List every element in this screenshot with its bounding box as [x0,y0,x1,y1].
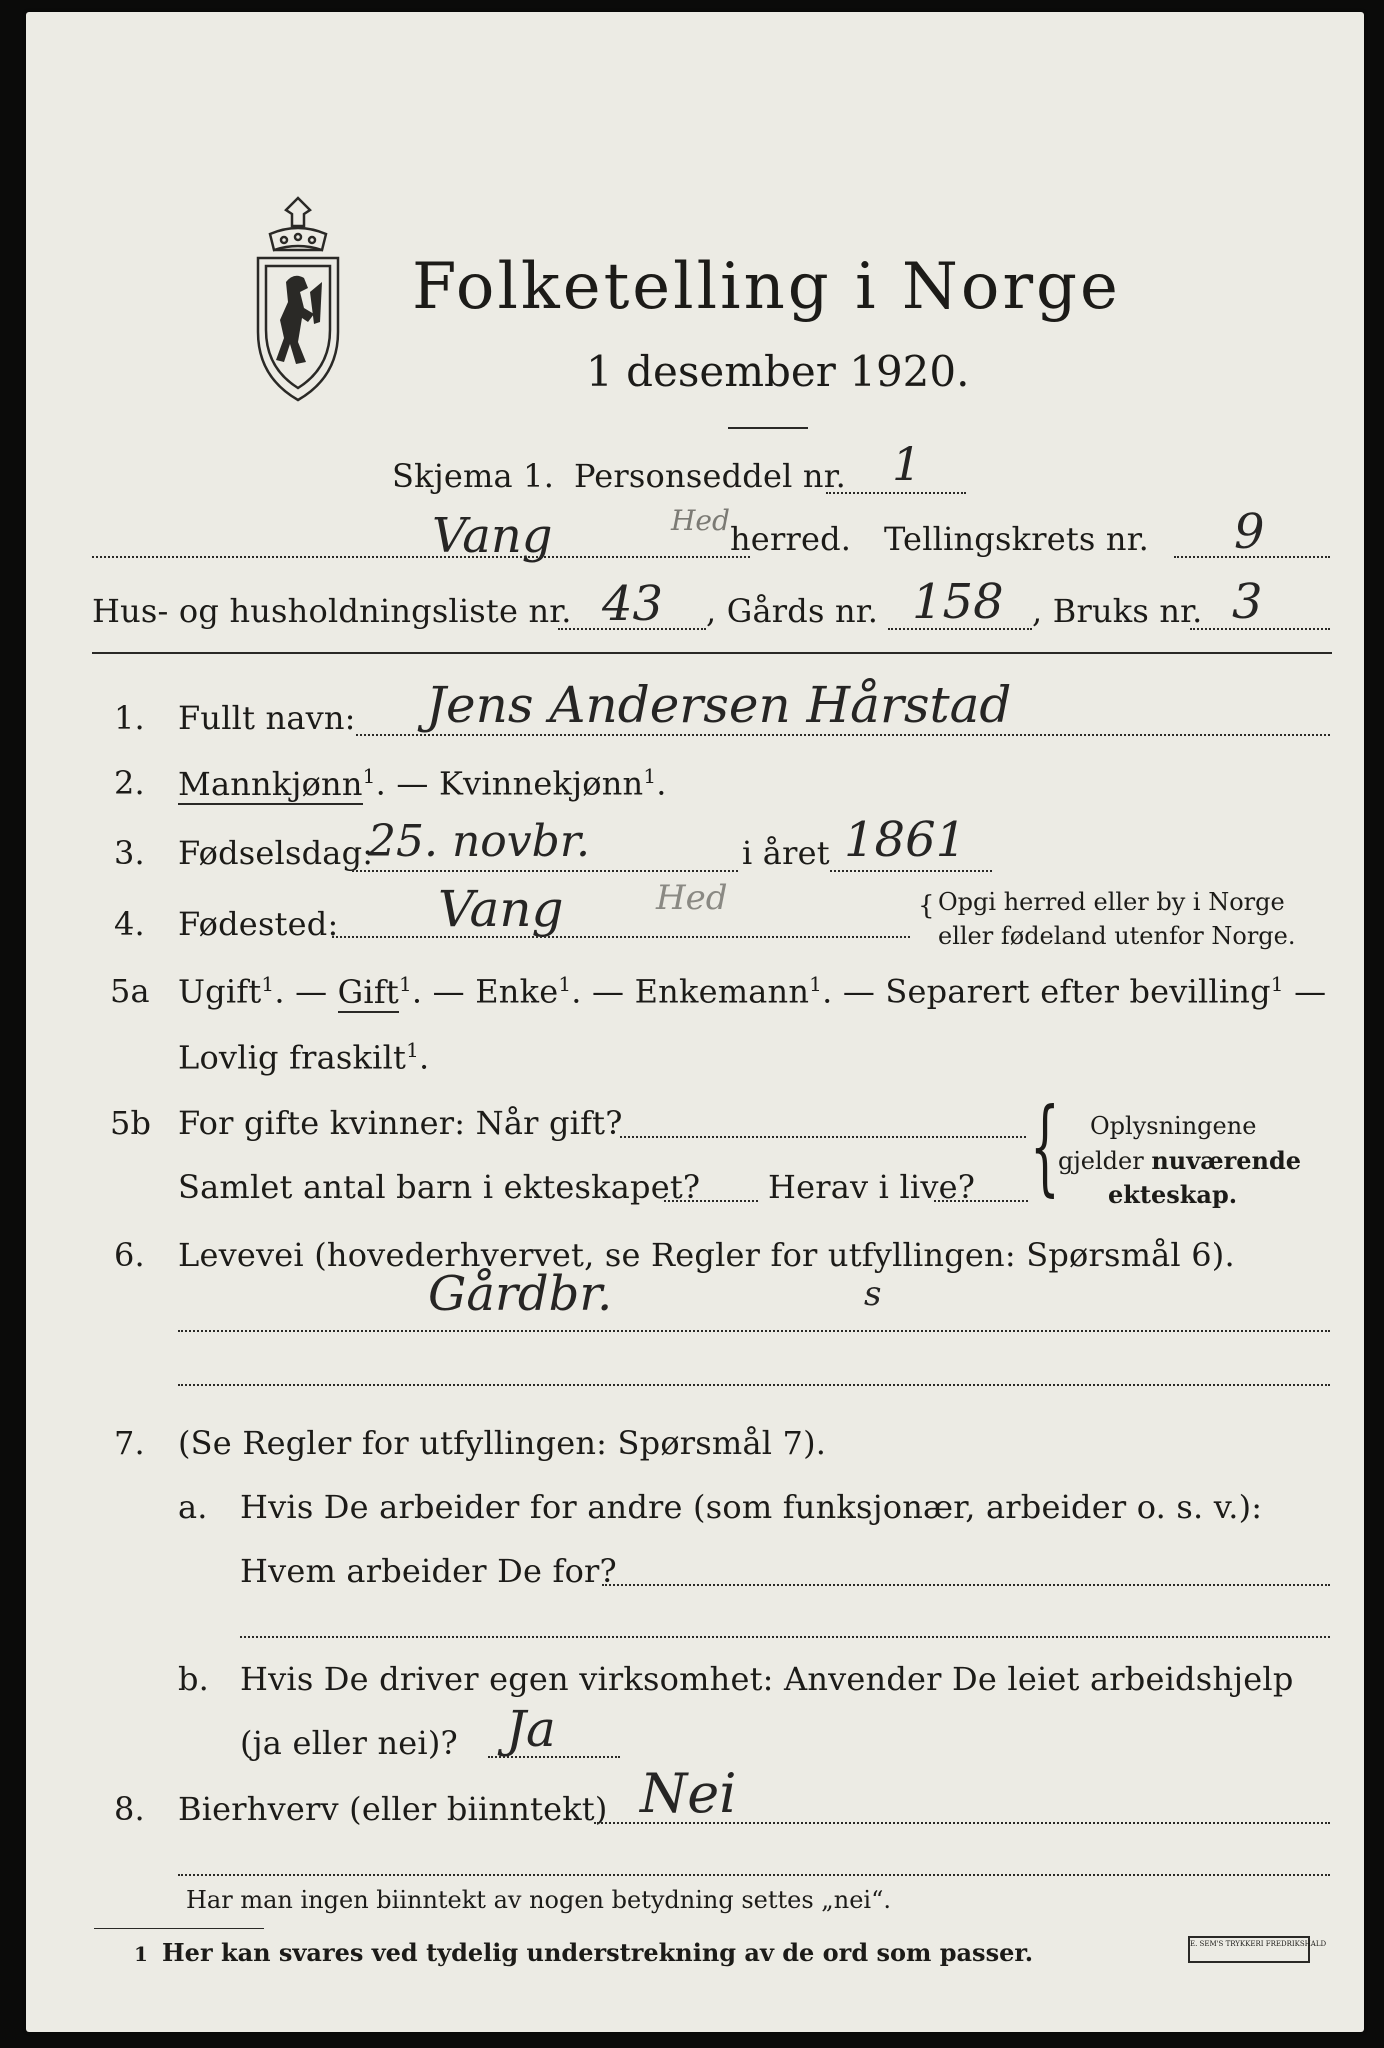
census-date: 1 desember 1920. [586,347,970,396]
q6-value[interactable]: Gårdbr. [428,1266,613,1322]
q2-number: 2. [114,764,145,802]
husliste-label: Hus- og husholdningsliste nr. [92,592,572,630]
gards-label: , Gårds nr. [706,592,879,630]
form-title: Folketelling i Norge [412,250,1121,324]
footnote-divider [94,1928,264,1929]
herred-label: herred. [730,520,852,558]
q6-label: Levevei (hovederhvervet, se Regler for utfyllingen: Spørsmål 6). [178,1236,1235,1274]
q7-number: 7. [114,1424,145,1462]
q5a-gift-option[interactable]: Gift [337,972,399,1011]
q8-field-line-2 [178,1874,1330,1876]
q5b-brace: { [1030,1085,1060,1207]
skjema-label: Skjema 1. [392,457,555,495]
herred-field-line [92,556,750,558]
q6-field-line-1 [178,1330,1330,1332]
q8-label: Bierhverv (eller biinntekt) [178,1790,608,1828]
footer-note: Har man ingen biinntekt av nogen betydning settes „nei“. [186,1886,891,1914]
census-form-sheet [26,12,1364,2032]
q5b-married-field-line [620,1136,1026,1138]
q4-label: Fødested: [178,905,339,943]
q5a-enkemann-option[interactable]: Enkemann [634,972,810,1011]
q7b-line1: Hvis De driver egen virksomhet: Anvender De leiet arbeidshjelp [240,1660,1294,1698]
q1-number: 1. [114,699,145,737]
q3-number: 3. [114,834,145,872]
herred-value[interactable]: Vang [432,508,553,564]
q6-field-line-2 [178,1384,1330,1386]
personseddel-field-line [826,492,966,494]
tellingskrets-label: Tellingskrets nr. [884,520,1150,558]
q5b-line2b: Herav i live? [768,1168,976,1206]
q5b-note3: ekteskap. [1108,1180,1238,1209]
q2-options: Mannkjønn$^1$. — Kvinnekjønn$^1$. [178,764,667,803]
q2-male-option[interactable]: Mannkjønn [178,764,363,803]
q1-field-line [356,734,1330,736]
herred-note: Hed [671,504,730,537]
q3-day-value[interactable]: 25. novbr. [368,816,590,867]
q4-note-line2: eller fødeland utenfor Norge. [938,922,1296,950]
q5a-separert-option[interactable]: Separert efter bevilling [885,972,1271,1011]
q3-year-field-line [830,870,992,872]
q5a-ugift-option[interactable]: Ugift [178,972,262,1011]
q7b-line2: (ja eller nei)? [240,1724,458,1762]
q4-value-note: Hed [656,878,728,918]
q5a-number: 5a [110,972,150,1010]
header-divider [92,652,1332,654]
q5b-note2: gjelder nuværende [1058,1146,1302,1175]
q5a-options: Ugift$^1$. — Gift$^1$. — Enke$^1$. — Enkemann$^1$. — Separert efter bevilling$^1$ — [178,972,1327,1011]
personseddel-label: Personseddel nr. [574,457,847,495]
q5a-enke-option[interactable]: Enke [475,972,559,1011]
bruks-label: , Bruks nr. [1032,592,1203,630]
q7a-field-line-1 [602,1584,1330,1586]
q6-number: 6. [114,1236,145,1274]
q1-value[interactable]: Jens Andersen Hårstad [426,676,1012,734]
footnote-number: 1 [134,1942,148,1966]
q7a-line1: Hvis De arbeider for andre (som funksjonær, arbeider o. s. v.): [240,1488,1263,1526]
q5b-number: 5b [110,1104,152,1142]
q3-year-value[interactable]: 1861 [844,812,967,868]
q5b-line1: For gifte kvinner: Når gift? [178,1104,623,1142]
footnote-text: Her kan svares ved tydelig understrekning av de ord som passer. [162,1938,1034,1967]
q6-value-mark: s [864,1274,882,1314]
q4-field-line [332,936,910,938]
bruks-value[interactable]: 3 [1232,574,1263,630]
q7-label: (Se Regler for utfyllingen: Spørsmål 7). [178,1424,827,1462]
q3-day-field-line [352,870,738,872]
tellingskrets-value[interactable]: 9 [1234,504,1265,560]
husliste-value[interactable]: 43 [602,576,664,632]
q7a-field-line-2 [240,1636,1330,1638]
q7b-letter: b. [178,1660,210,1698]
q8-value[interactable]: Nei [640,1762,737,1825]
q4-number: 4. [114,905,145,943]
q7a-line2: Hvem arbeider De for? [240,1552,617,1590]
q7b-value[interactable]: Ja [506,1700,556,1758]
q4-note-line1: Opgi herred eller by i Norge [938,888,1285,916]
q1-label: Fullt navn: [178,699,356,737]
coat-of-arms-icon [248,192,348,407]
q5b-note1: Oplysningene [1090,1112,1257,1140]
q7a-letter: a. [178,1488,208,1526]
q5a-options-line2: Lovlig fraskilt$^1$. [178,1038,430,1077]
title-divider [728,427,808,429]
q5b-alive-field-line [934,1200,1028,1202]
gards-value[interactable]: 158 [912,574,1004,630]
q3-label: Fødselsdag: [178,834,374,872]
q3-year-label: i året [742,834,830,872]
q8-number: 8. [114,1790,145,1828]
q5a-fraskilt-option[interactable]: Lovlig fraskilt [178,1038,407,1077]
q5b-line2a: Samlet antal barn i ekteskapet? [178,1168,701,1206]
q5b-children-field-line [664,1200,758,1202]
q2-female-option[interactable]: Kvinnekjønn [438,764,644,803]
printer-stamp: E. SEM'S TRYKKERI FREDRIKSHALD [1188,1936,1310,1963]
q4-brace: { [918,891,935,921]
personseddel-value[interactable]: 1 [892,437,922,491]
q4-value[interactable]: Vang [438,880,564,938]
